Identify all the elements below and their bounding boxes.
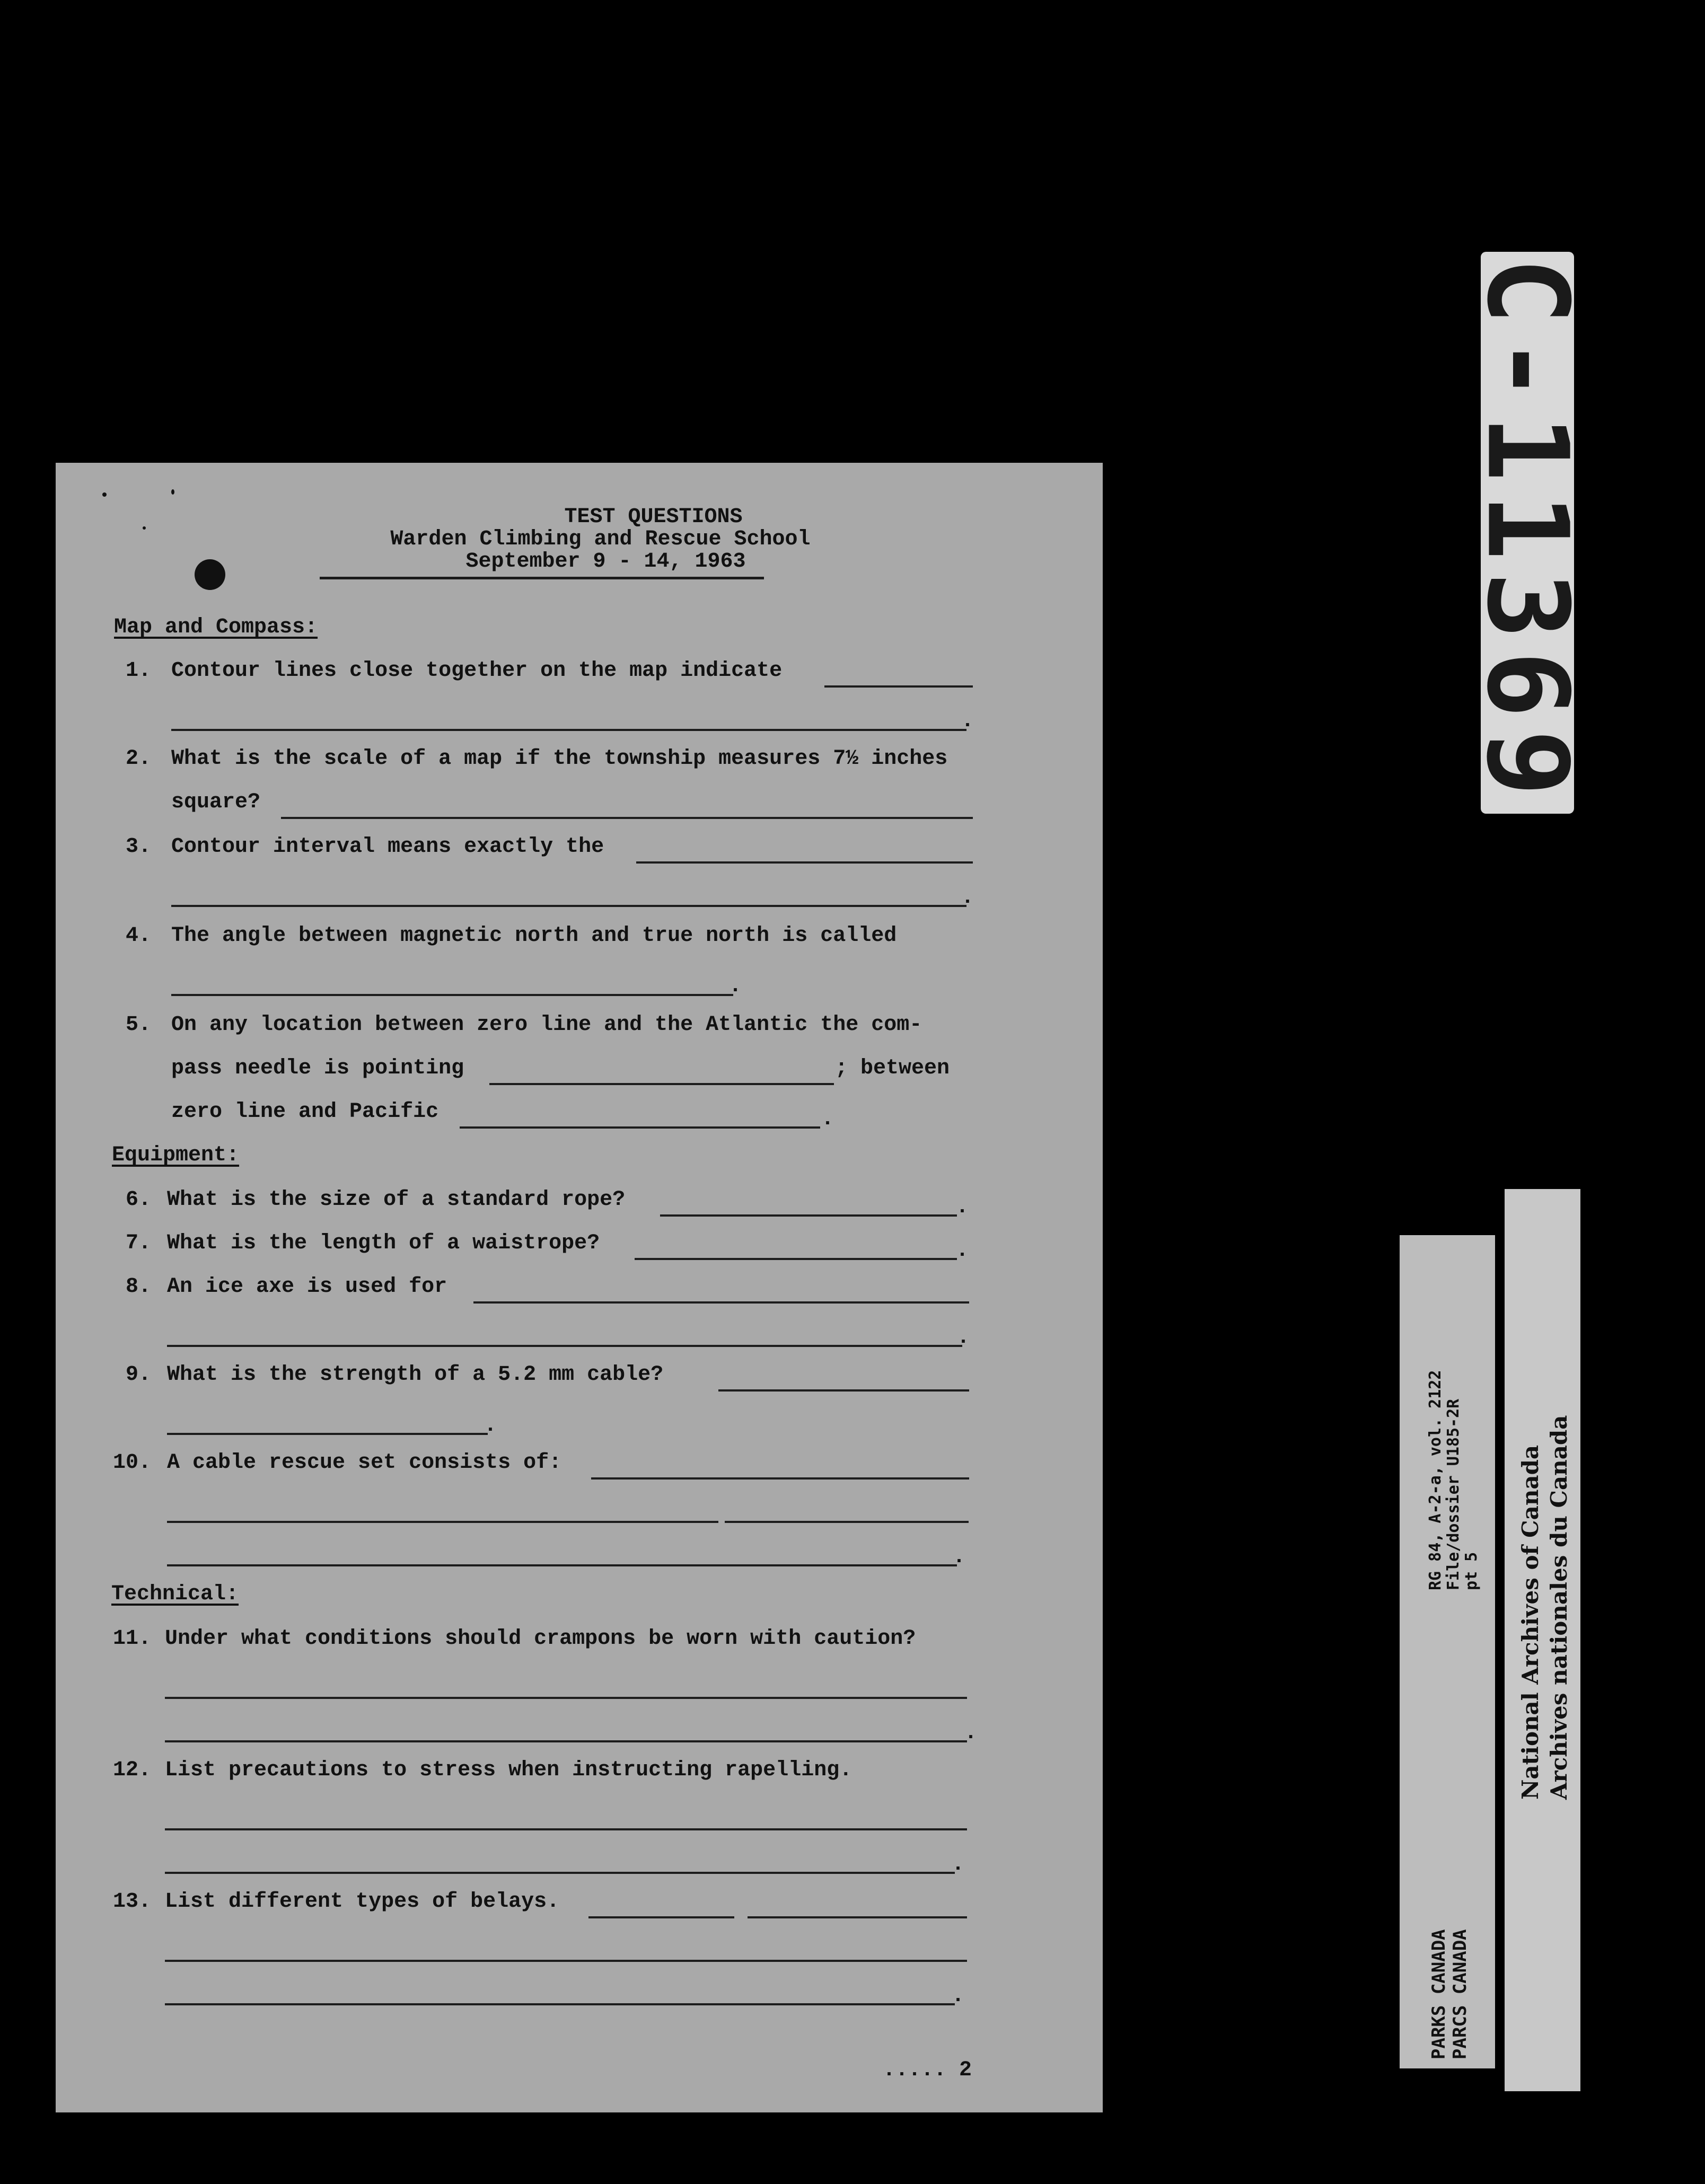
answer-line (660, 1214, 957, 1217)
question-text-cont: zero line and Pacific (171, 1100, 439, 1124)
answer-line (171, 729, 966, 731)
answer-line (167, 1433, 488, 1435)
school-name: Warden Climbing and Rescue School (390, 527, 811, 551)
part-number: pt 5 (1462, 1552, 1481, 1590)
period-mark: . (953, 1545, 966, 1569)
question-number: 1. (125, 659, 151, 683)
document-page (56, 463, 1103, 2112)
speck-mark (171, 489, 174, 495)
frame-number: C-11369 (1462, 257, 1593, 808)
record-group: RG 84, A-2-a, vol. 2122 (1426, 1370, 1445, 1590)
question-number: 9. (125, 1363, 151, 1387)
question-number: 7. (125, 1231, 151, 1255)
answer-line (588, 1916, 734, 1918)
answer-line (167, 1345, 962, 1347)
parks-canada-fr: PARCS CANADA (1449, 1929, 1471, 2059)
period-mark: . (961, 886, 974, 910)
question-number: 11. (112, 1627, 151, 1651)
question-text: Under what conditions should crampons be worn with caution? (165, 1627, 916, 1651)
answer-line (281, 817, 973, 819)
period-mark: . (964, 1721, 978, 1745)
answer-line (171, 905, 966, 907)
section-technical: Technical: (111, 1582, 239, 1606)
question-text: Contour interval means exactly the (171, 835, 604, 859)
question-text: On any location between zero line and the Atlantic the com- (171, 1013, 922, 1037)
answer-line (489, 1083, 834, 1085)
national-archives-en: National Archives of Canada (1517, 1445, 1543, 1800)
question-number: 4. (125, 924, 151, 948)
question-number: 6. (125, 1188, 151, 1212)
question-text: What is the length of a waistrope? (167, 1231, 600, 1255)
date-range: September 9 - 14, 1963 (465, 550, 746, 574)
section-equipment: Equipment: (112, 1143, 240, 1167)
document-title: TEST QUESTIONS (564, 505, 743, 529)
answer-line (718, 1389, 969, 1392)
national-archives-label (1505, 1189, 1580, 2091)
period-mark: . (952, 1853, 965, 1877)
speck-mark (102, 492, 107, 497)
question-text: List different types of belays. (165, 1890, 560, 1914)
period-mark: . (484, 1414, 497, 1438)
question-text-cont: ; between (835, 1056, 950, 1080)
answer-line (165, 1740, 967, 1742)
question-text: What is the size of a standard rope? (167, 1188, 626, 1212)
answer-line (460, 1126, 820, 1129)
header-rule (320, 577, 764, 579)
question-text-cont: square? (171, 790, 261, 814)
answer-line (171, 994, 733, 996)
answer-line (725, 1521, 969, 1523)
page-continuation: ..... 2 (883, 2058, 972, 2082)
question-text: An ice axe is used for (167, 1275, 447, 1299)
parks-canada-en: PARKS CANADA (1428, 1929, 1449, 2059)
national-archives-fr: Archives nationales du Canada (1546, 1415, 1572, 1800)
question-number: 5. (125, 1013, 151, 1037)
question-text: What is the strength of a 5.2 mm cable? (167, 1363, 664, 1387)
frame-number-card (1462, 252, 1593, 814)
answer-line (167, 1521, 718, 1523)
period-mark: . (961, 709, 974, 733)
answer-line (635, 1258, 957, 1260)
answer-line (636, 861, 973, 864)
period-mark: . (956, 1195, 969, 1219)
question-number: 10. (112, 1451, 151, 1475)
question-number: 8. (125, 1275, 151, 1299)
answer-line (165, 2003, 955, 2005)
question-text-cont: pass needle is pointing (171, 1056, 464, 1080)
answer-line (165, 1960, 967, 1962)
period-mark: . (729, 974, 742, 998)
question-number: 2. (125, 747, 151, 771)
file-dossier: File/dossier U185-2R (1444, 1398, 1463, 1590)
question-number: 13. (112, 1890, 151, 1914)
question-text: The angle between magnetic north and true north is called (171, 924, 897, 948)
answer-line (591, 1477, 969, 1480)
question-text: A cable rescue set consists of: (167, 1451, 562, 1475)
question-number: 12. (112, 1758, 151, 1782)
question-text: List precautions to stress when instructing rapelling. (165, 1758, 852, 1782)
period-mark: . (821, 1107, 834, 1131)
answer-line (165, 1828, 967, 1830)
answer-line (473, 1301, 969, 1304)
period-mark: . (957, 1326, 970, 1350)
period-mark: . (956, 1239, 969, 1263)
answer-line (165, 1872, 955, 1874)
answer-line (824, 685, 973, 688)
section-map-compass: Map and Compass: (114, 615, 318, 639)
question-text: What is the scale of a map if the township measures 7½ inches (171, 747, 948, 771)
answer-line (748, 1916, 967, 1918)
answer-line (167, 1564, 957, 1566)
archive-reference-label (1400, 1235, 1495, 2068)
question-text: Contour lines close together on the map indicate (171, 659, 783, 683)
question-number: 3. (125, 835, 151, 859)
period-mark: . (952, 1984, 965, 2008)
answer-line (165, 1697, 967, 1699)
